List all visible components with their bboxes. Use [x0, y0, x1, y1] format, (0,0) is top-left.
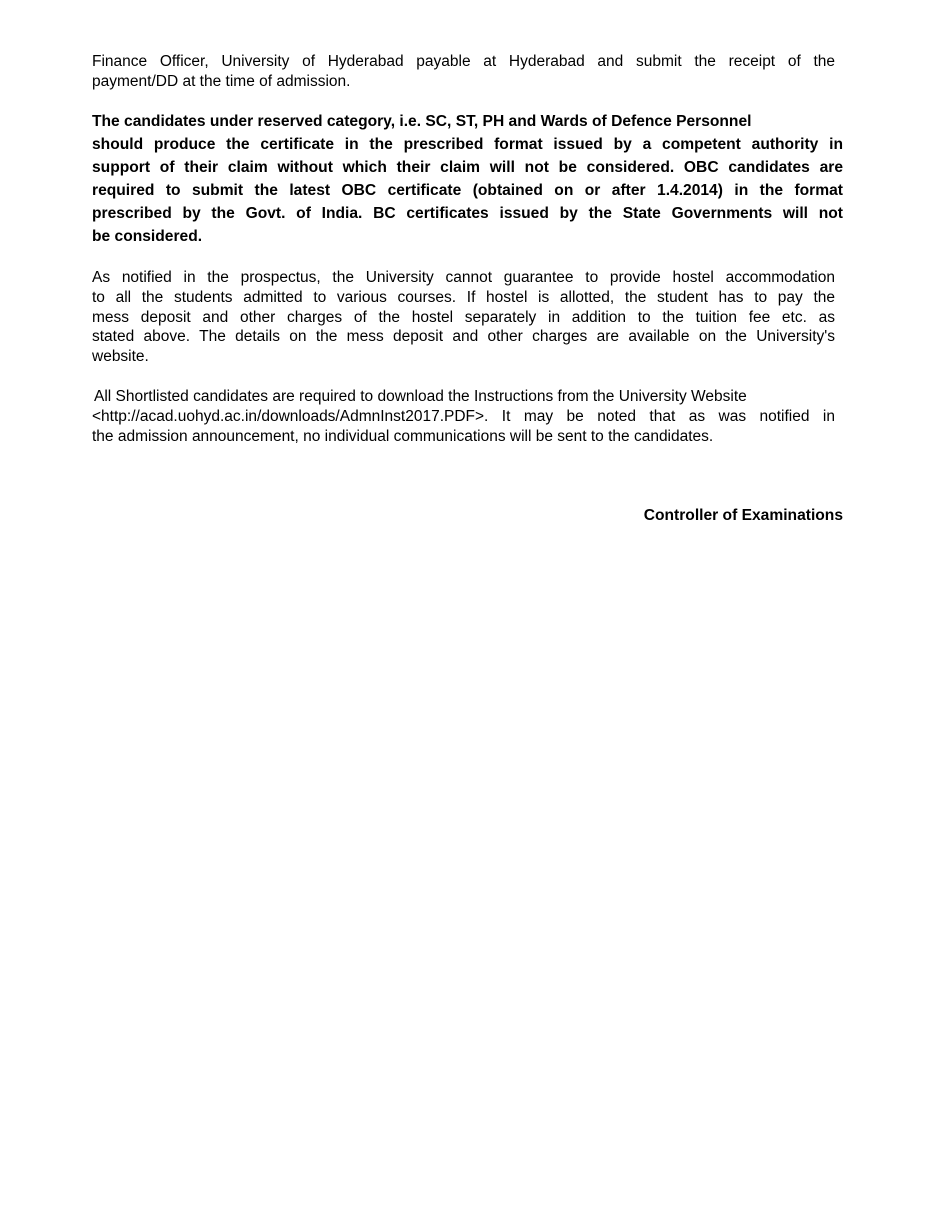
text-line: The candidates under reserved category, i.e. SC, ST, PH and Wards of Defence Personnel [92, 113, 752, 130]
text-line: website. [92, 348, 149, 365]
text-line: be considered. [92, 228, 203, 245]
text-line: As notified in the prospectus, the University cannot guarantee to provide hostel accommodation [92, 269, 835, 286]
text-line: stated above. The details on the mess deposit and other charges are available on the University's [92, 328, 835, 345]
text-line: payment/DD at the time of admission. [92, 73, 351, 90]
text-line: to all the students admitted to various courses. If hostel is allotted, the student has to pay the [92, 289, 835, 306]
text-line: All Shortlisted candidates are required to download the Instructions from the University Website [94, 388, 747, 405]
text-line: required to submit the latest OBC certificate (obtained on or after 1.4.2014) in the format [92, 182, 843, 199]
text-line: the admission announcement, no individual communications will be sent to the candidates. [92, 428, 714, 445]
text-line: Finance Officer, University of Hyderabad payable at Hyderabad and submit the receipt of the [92, 53, 835, 70]
text-line: prescribed by the Govt. of India. BC certificates issued by the State Governments will not [92, 205, 843, 222]
text-line: should produce the certificate in the prescribed format issued by a competent authority in [92, 136, 843, 153]
text-line: support of their claim without which their claim will not be considered. OBC candidates are [92, 159, 843, 176]
instructions-link-line: <http://acad.uohyd.ac.in/downloads/AdmnInst2017.PDF>. It may be noted that as was notified in [92, 408, 835, 425]
signature: Controller of Examinations [643, 507, 843, 524]
text-line: mess deposit and other charges of the hostel separately in addition to the tuition fee etc. as [92, 309, 835, 326]
